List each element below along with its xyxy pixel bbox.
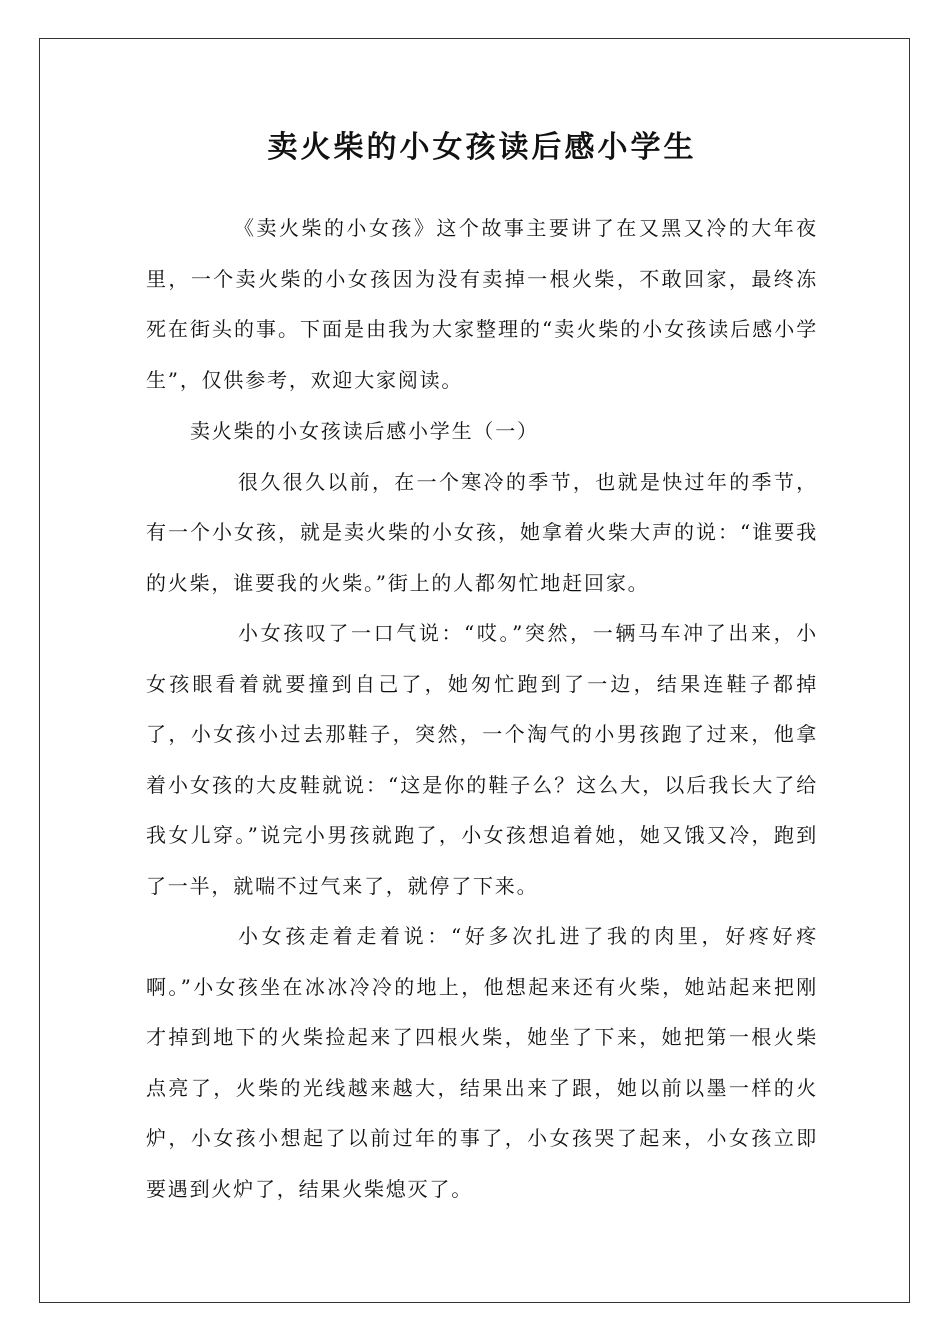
body-paragraph-3: 小女孩走着走着说：“好多次扎进了我的肉里，好疼好疼啊。”小女孩坐在冰冰冷冷的地上，他想起来还有火柴，她站起来把刚才掉到地下的火柴捡起来了四根火柴，她坐了下来，她把第一根火柴点亮了，火柴的光线越来越大，结果出来了跟，她以前以墨一样的火炉，小女孩小想起了以前过年的事了，小女孩哭了起来，小女孩立即要遇到火炉了，结果火柴熄灭了。 (146, 924, 818, 1201)
article-text (146, 203, 818, 1214)
section-heading: 卖火柴的小女孩读后感小学生（一） (190, 419, 539, 443)
document-title: 卖火柴的小女孩读后感小学生 (267, 130, 697, 165)
intro-paragraph: 《卖火柴的小女孩》这个故事主要讲了在又黑又冷的大年夜里，一个卖火柴的小女孩因为没有卖掉一根火柴，不敢回家，最终冻死在街头的事。下面是由我为大家整理的“卖火柴的小女孩读后感小学生”，仅供参考，欢迎大家阅读。 (146, 216, 818, 392)
body-paragraph-2: 小女孩叹了一口气说：“哎。”突然，一辆马车冲了出来，小女孩眼看着就要撞到自己了，她匆忙跑到了一边，结果连鞋子都掉了，小女孩小过去那鞋子，突然，一个淘气的小男孩跑了过来，他拿着小女孩的大皮鞋就说：“这是你的鞋子么？这么大，以后我长大了给我女儿穿。”说完小男孩就跑了，小女孩想追着她，她又饿又冷，跑到了一半，就喘不过气来了，就停了下来。 (146, 621, 818, 898)
body-paragraph-1: 很久很久以前，在一个寒冷的季节，也就是快过年的季节，有一个小女孩，就是卖火柴的小女孩，她拿着火柴大声的说：“谁要我的火柴，谁要我的火柴。”街上的人都匆忙地赶回家。 (146, 469, 818, 595)
